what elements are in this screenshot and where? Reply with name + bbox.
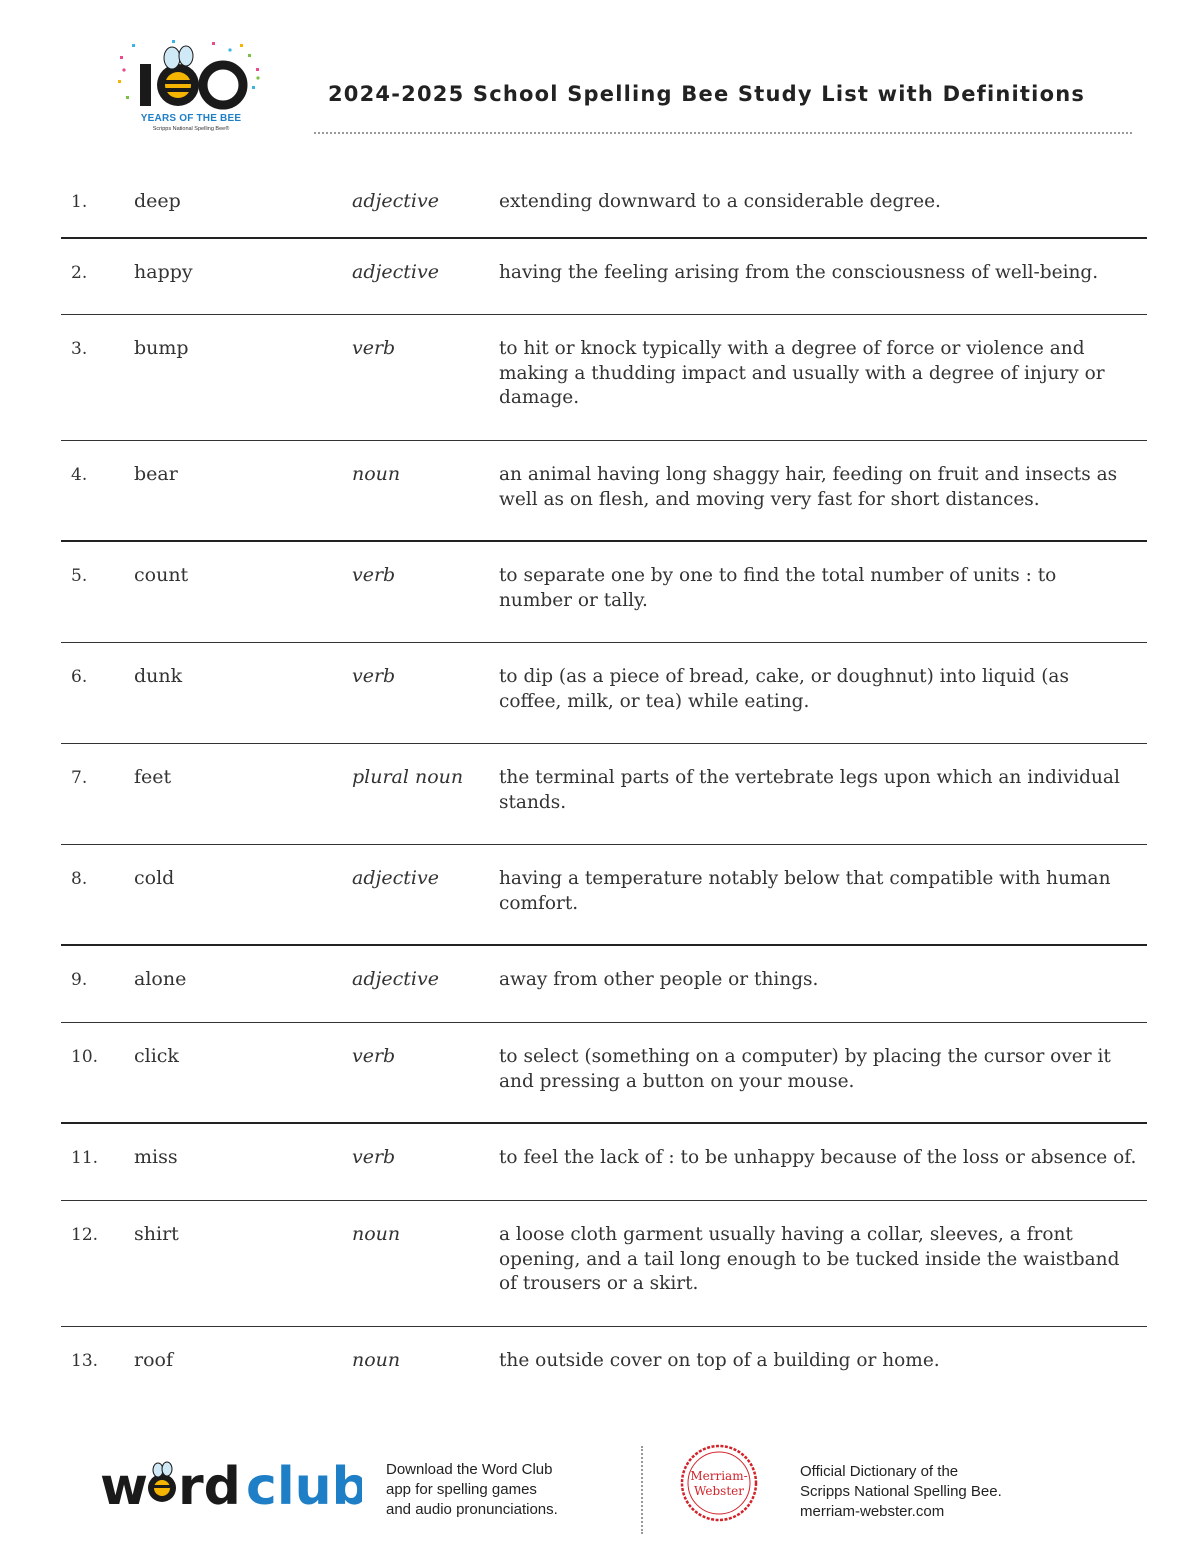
word-number: 3. [71, 339, 88, 359]
wordclub-logo-club: club [246, 1457, 362, 1514]
word-text: count [134, 564, 189, 586]
definition-line: number or tally. [499, 589, 648, 611]
word-number: 5. [71, 566, 88, 586]
definition [499, 337, 1139, 411]
mw-logo-line1: Merriam- [690, 1469, 748, 1483]
word-text: dunk [134, 665, 183, 687]
definition-line: to select (something on a computer) by placing the cursor over it [499, 1046, 1111, 1067]
word-row [61, 643, 1147, 744]
definition-line: making a thudding impact and usually with a degree of injury or [499, 362, 1105, 384]
word-row [61, 239, 1147, 315]
definition-line: having a temperature notably below that compatible with human [499, 868, 1111, 889]
wordclub-logo[interactable] [100, 1454, 362, 1514]
word-number: 9. [71, 970, 88, 990]
definition [499, 665, 1139, 714]
wordclub-description [386, 1460, 616, 1520]
word-number: 10. [71, 1047, 99, 1067]
definition [499, 867, 1139, 916]
word-row [61, 542, 1147, 643]
word-row [61, 1124, 1147, 1201]
word-number: 7. [71, 768, 88, 788]
word-number: 11. [71, 1148, 99, 1168]
page-title: 2024-2025 School Spelling Bee Study List with Definitions [328, 82, 1086, 106]
word-text: click [134, 1045, 179, 1067]
definition-line: to feel the lack of : to be unhappy because of the loss or absence of. [499, 1147, 1137, 1168]
mw-line: Official Dictionary of the [800, 1463, 959, 1480]
word-text: happy [134, 261, 193, 283]
definition [499, 190, 1139, 215]
part-of-speech: adjective [352, 190, 439, 212]
word-text: miss [134, 1146, 178, 1168]
word-row [61, 1327, 1147, 1402]
part-of-speech: verb [352, 337, 396, 359]
part-of-speech: noun [352, 463, 401, 485]
word-text: deep [134, 190, 181, 212]
mw-logo-line2: Webster [694, 1484, 744, 1498]
part-of-speech: adjective [352, 867, 439, 889]
merriam-webster-description [800, 1462, 1100, 1522]
definition [499, 1045, 1139, 1094]
word-row [61, 168, 1147, 239]
part-of-speech: adjective [352, 968, 439, 990]
definition-line: well as on flesh, and moving very fast for short distances. [499, 488, 1040, 510]
definition-line: comfort. [499, 892, 579, 914]
definition [499, 1146, 1139, 1171]
mw-url-link[interactable]: merriam-webster.com [800, 1503, 945, 1520]
definition-line: to separate one by one to find the total number of units : to [499, 565, 1057, 586]
definition-line: having the feeling arising from the consciousness of well-being. [499, 262, 1099, 283]
word-row [61, 441, 1147, 542]
logo-subcaption: Scripps National Spelling Bee® [152, 126, 230, 132]
word-number: 6. [71, 667, 88, 687]
part-of-speech: verb [352, 1146, 396, 1168]
definition [499, 564, 1139, 613]
definition-line: and pressing a button on your mouse. [499, 1070, 855, 1092]
word-text: bear [134, 463, 178, 485]
definition [499, 1349, 1139, 1374]
word-text: cold [134, 867, 175, 889]
definition-line: to hit or knock typically with a degree of force or violence and [499, 338, 1085, 359]
word-number: 1. [71, 192, 88, 212]
word-row [61, 1201, 1147, 1327]
definition [499, 968, 1139, 993]
definition [499, 766, 1139, 815]
merriam-webster-logo[interactable] [680, 1444, 758, 1522]
definition-line: an animal having long shaggy hair, feeding on fruit and insects as [499, 464, 1118, 485]
word-row [61, 845, 1147, 946]
part-of-speech: verb [352, 564, 396, 586]
word-text: shirt [134, 1223, 179, 1245]
mw-line: Scripps National Spelling Bee. [800, 1483, 1002, 1500]
wordclub-bee-icon [100, 1454, 362, 1514]
merriam-webster-seal-icon [680, 1444, 758, 1522]
word-row [61, 315, 1147, 441]
part-of-speech: plural noun [352, 766, 464, 788]
definition-line: the terminal parts of the vertebrate legs upon which an individual [499, 767, 1120, 788]
word-text: roof [134, 1349, 173, 1371]
footer-divider [641, 1446, 643, 1534]
title-divider [314, 132, 1132, 134]
definition-line: of trousers or a skirt. [499, 1273, 699, 1294]
bee-anniversary-logo [112, 36, 264, 136]
definition-line: extending downward to a considerable degree. [499, 191, 941, 212]
word-number: 4. [71, 465, 88, 485]
word-row [61, 744, 1147, 845]
word-text: bump [134, 337, 189, 359]
part-of-speech: verb [352, 1045, 396, 1067]
part-of-speech: noun [352, 1349, 401, 1371]
footer [0, 1430, 1200, 1540]
word-number: 13. [71, 1351, 99, 1371]
wordclub-logo-rd: rd [178, 1457, 241, 1514]
definition-line: a loose cloth garment usually having a collar, sleeves, a front [499, 1224, 1073, 1245]
word-row [61, 946, 1147, 1023]
word-number: 12. [71, 1225, 99, 1245]
definition-line: away from other people or things. [499, 969, 819, 990]
definition-line: stands. [499, 791, 567, 813]
wordclub-logo-w: w [100, 1457, 149, 1514]
definition-line: to dip (as a piece of bread, cake, or doughnut) into liquid (as [499, 666, 1069, 687]
definition-line: the outside cover on top of a building or home. [499, 1350, 940, 1371]
word-text: alone [134, 968, 187, 990]
definition-line: opening, and a tail long enough to be tucked inside the waistband [499, 1248, 1120, 1270]
wordclub-line: app for spelling games [386, 1481, 537, 1498]
logo-caption: YEARS OF THE BEE [140, 113, 242, 124]
definition [499, 261, 1139, 286]
part-of-speech: verb [352, 665, 396, 687]
definition-line: damage. [499, 387, 580, 408]
part-of-speech: adjective [352, 261, 439, 283]
definition [499, 463, 1139, 512]
wordclub-line: and audio pronunciations. [386, 1501, 558, 1518]
wordclub-line: Download the Word Club [386, 1461, 553, 1478]
word-number: 2. [71, 263, 88, 283]
definition-line: coffee, milk, or tea) while eating. [499, 690, 810, 712]
word-number: 8. [71, 869, 88, 889]
word-text: feet [134, 766, 172, 788]
definition [499, 1223, 1139, 1297]
part-of-speech: noun [352, 1223, 401, 1245]
word-list [61, 168, 1147, 1402]
word-row [61, 1023, 1147, 1124]
